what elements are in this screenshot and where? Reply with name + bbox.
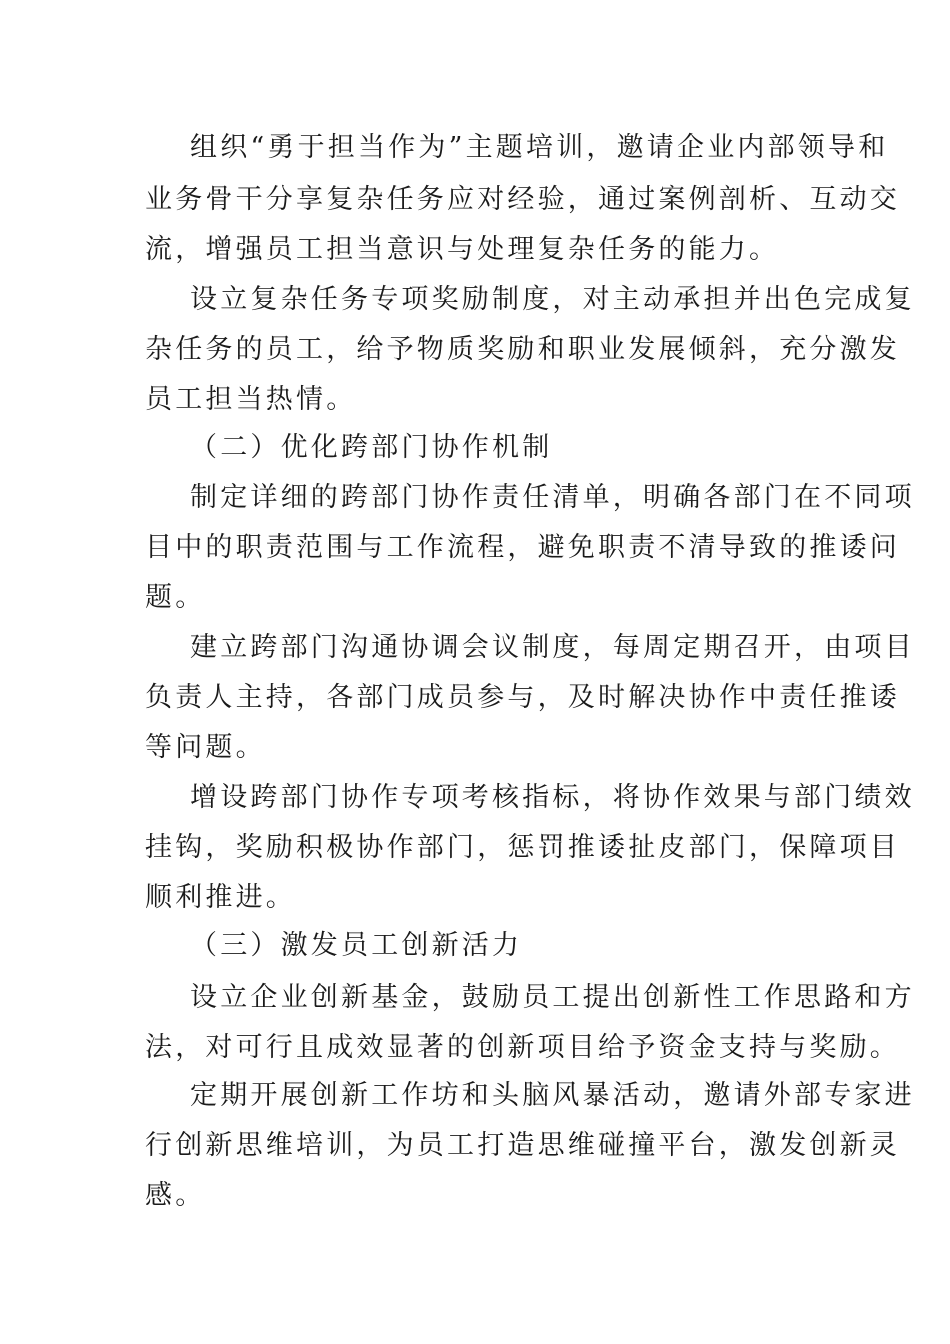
paragraph-4-line-2: 负责人主持，各部门成员参与，及时解决协作中责任推诿	[145, 682, 900, 713]
paragraph-4-line-3: 等问题。	[145, 732, 266, 763]
paragraph-1-line-3: 流，增强员工担当意识与处理复杂任务的能力。	[145, 234, 780, 265]
paragraph-2-line-3: 员工担当热情。	[145, 384, 357, 415]
paragraph-3-line-3: 题。	[145, 582, 206, 613]
paragraph-7-line-1: 定期开展创新工作坊和头脑风暴活动，邀请外部专家进	[190, 1080, 915, 1111]
paragraph-3-line-1: 制定详细的跨部门协作责任清单，明确各部门在不同项	[190, 482, 915, 513]
paragraph-2-line-2: 杂任务的员工，给予物质奖励和职业发展倾斜，充分激发	[145, 334, 900, 365]
section-heading-2: （二）优化跨部门协作机制	[190, 432, 553, 463]
paragraph-6-line-1: 设立企业创新基金，鼓励员工提出创新性工作思路和方	[190, 982, 915, 1013]
paragraph-7-line-2: 行创新思维培训，为员工打造思维碰撞平台，激发创新灵	[145, 1130, 900, 1161]
paragraph-2-line-1: 设立复杂任务专项奖励制度，对主动承担并出色完成复	[190, 284, 915, 315]
paragraph-4-line-1: 建立跨部门沟通协调会议制度，每周定期召开，由项目	[190, 632, 915, 663]
paragraph-5-line-3: 顺利推进。	[145, 882, 296, 913]
paragraph-6-line-2: 法，对可行且成效显著的创新项目给予资金支持与奖励。	[145, 1032, 900, 1063]
section-heading-3: （三）激发员工创新活力	[190, 930, 523, 961]
paragraph-5-line-1: 增设跨部门协作专项考核指标，将协作效果与部门绩效	[190, 782, 915, 813]
paragraph-1-line-2: 业务骨干分享复杂任务应对经验，通过案例剖析、互动交	[145, 184, 900, 215]
paragraph-3-line-2: 目中的职责范围与工作流程，避免职责不清导致的推诿问	[145, 532, 900, 563]
paragraph-1-line-1: 组织“勇于担当作为”主题培训，邀请企业内部领导和	[190, 132, 889, 163]
paragraph-7-line-3: 感。	[145, 1180, 206, 1211]
paragraph-5-line-2: 挂钩，奖励积极协作部门，惩罚推诿扯皮部门，保障项目	[145, 832, 900, 863]
